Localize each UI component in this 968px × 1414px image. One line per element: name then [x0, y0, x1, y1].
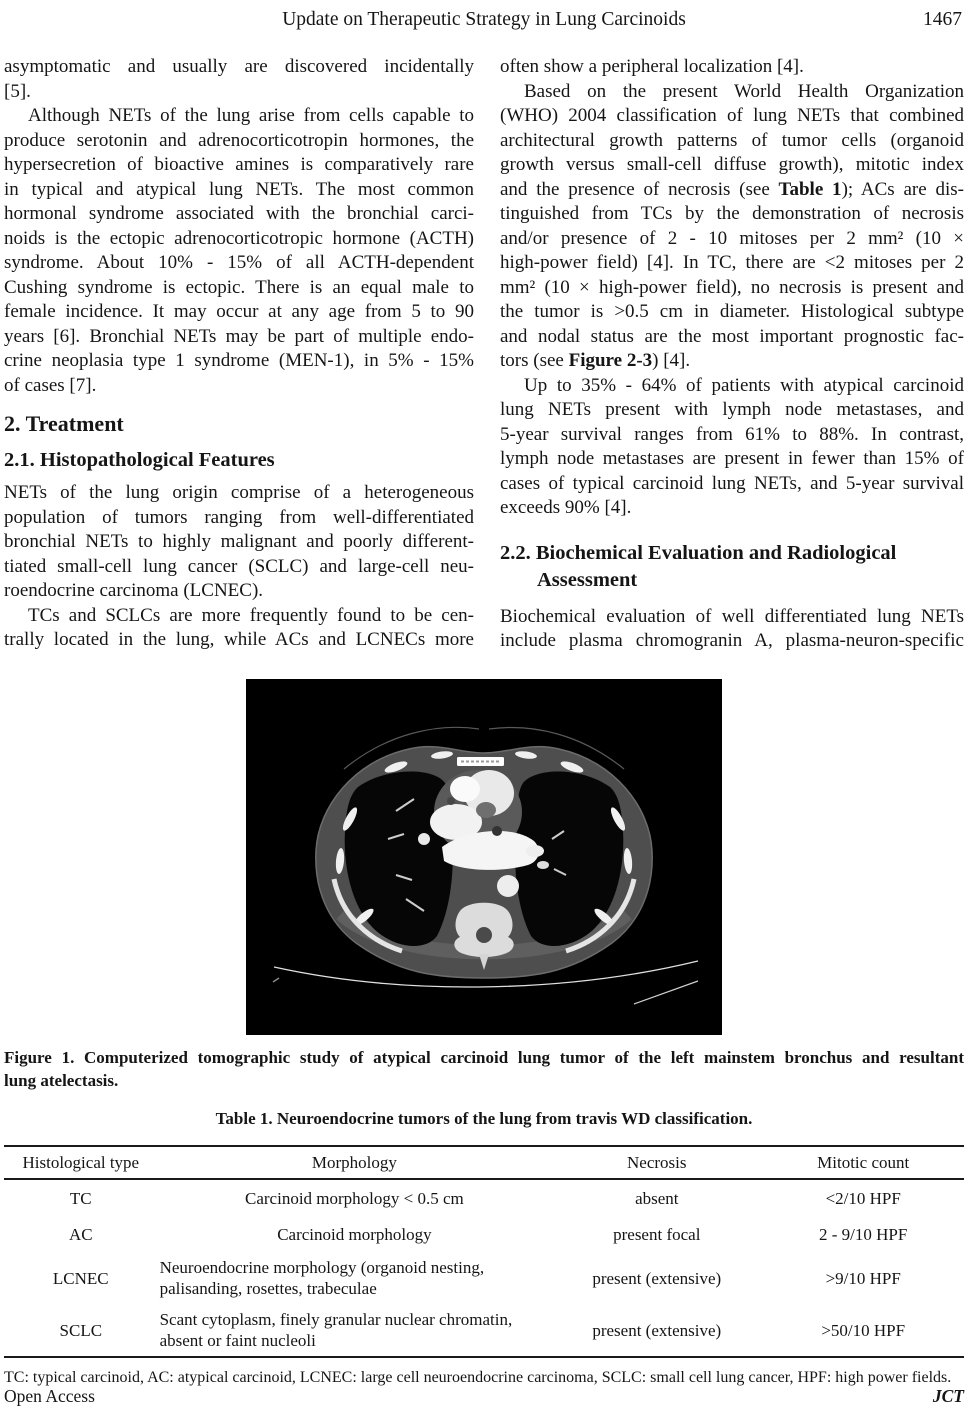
cell-type: AC	[68, 1224, 93, 1244]
figure-1-caption: Figure 1. Computerized tomographic study of atypical carcinoid lung tumor of the left mainstem bronchus and resultant lung atelectasis.	[4, 1048, 964, 1090]
morphology-line-2: absent or faint nucleoli	[159, 1331, 316, 1350]
cell-type: SCLC	[59, 1320, 103, 1340]
col-header-morphology: Morphology	[311, 1153, 397, 1172]
cell-morphology	[158, 1304, 552, 1357]
page-number: 1467	[923, 9, 962, 30]
cell-morphology	[158, 1252, 552, 1304]
subsection-heading-biochemical	[500, 540, 964, 594]
heading-line-1: 2.2. Biochemical Evaluation and Radiological	[500, 541, 897, 564]
journal-abbreviation: JCT	[932, 1386, 964, 1406]
vessel-dark-spot	[447, 797, 455, 805]
right-paragraphs-bottom: Biochemical evaluation of well differentiated lung NETs include plasma chromogranin A, plasma-neuron-specific	[500, 605, 964, 651]
bronchus-lumen	[492, 826, 502, 836]
table-1-caption: Table 1. Neuroendocrine tumors of the lung from travis WD classification.	[215, 1109, 753, 1128]
cell-mitotic: 2 - 9/10 HPF	[819, 1224, 908, 1244]
table-row-tc	[4, 1179, 964, 1216]
cell-necrosis: present focal	[613, 1224, 701, 1244]
heading-line-2: Assessment	[537, 568, 638, 591]
left-hilum-vessel	[537, 861, 549, 869]
cell-mitotic: >9/10 HPF	[825, 1268, 901, 1288]
morphology-line-1: Scant cytoplasm, finely granular nuclear chromatin,	[159, 1310, 513, 1329]
col-header-mitotic-count: Mitotic count	[817, 1153, 910, 1172]
cell-necrosis: present (extensive)	[592, 1268, 722, 1288]
ascending-aorta	[450, 776, 480, 802]
cell-type: TC	[69, 1188, 92, 1208]
col-header-histological-type: Histological type	[22, 1153, 140, 1172]
left-paragraphs-bottom: NETs of the lung origin comprise of a heterogeneous population of tumors ranging from well-differentiated bronchial NETs to highly malignant and poorly different- tiated small-cell lung cancer (SCLC) and large-cell neu- roendocrine carcinoma (LCNEC). TCs and SCLCs are more frequently found to be cen- trally located in the lung, while ACs and LCNECs more	[4, 482, 474, 650]
left-hilum	[526, 845, 544, 857]
cell-type: LCNEC	[52, 1268, 109, 1288]
ct-axial-image	[246, 679, 722, 1035]
cell-necrosis: present (extensive)	[592, 1320, 722, 1340]
right-hilum	[418, 833, 430, 845]
section-heading-treatment: 2. Treatment	[4, 411, 124, 436]
table-row-lcnec	[4, 1252, 964, 1304]
cell-mitotic: >50/10 HPF	[821, 1320, 906, 1340]
open-access-label: Open Access	[4, 1386, 95, 1406]
table-1-footnote: TC: typical carcinoid, AC: atypical carcinoid, LCNEC: large cell neuroendocrine carcinoma, SCLC: small cell lung cancer, HPF: high power fields.	[4, 1369, 952, 1386]
right-column	[500, 55, 964, 654]
classification-table	[4, 1145, 964, 1358]
morphology-line-2: palisanding, rosettes, trabeculae	[159, 1279, 377, 1298]
cell-morphology: Carcinoid morphology < 0.5 cm	[245, 1188, 464, 1208]
table-row-ac	[4, 1216, 964, 1252]
page-header	[4, 7, 964, 33]
descending-aorta	[497, 875, 519, 897]
left-paragraphs-top: asymptomatic and usually are discovered incidentally [5]. Although NETs of the lung arise from cells capable to produce serotonin and adrenocorticotropin hormones, the hypersecretion of bioactive amines is comparatively rare in typical and atypical lung NETs. The most common hormonal syndrome associated with the bronchial carci- noids is the ectopic adrenocorticotropic hormone (ACTH) syndrome. About 10% - 15% of all ACTH-dependent Cushing syndrome is ectopic. There is an equal male to female incidence. It may occur at any age from 5 to 90 years [6]. Bronchial NETs may be part of multiple endo- crine neoplasia type 1 syndrome (MEN-1), in 5% - 15% of cases [7].	[4, 56, 474, 396]
table-1-block	[4, 1108, 964, 1388]
table-row-sclc	[4, 1304, 964, 1357]
subsection-heading-histopathological: 2.1. Histopathological Features	[4, 449, 275, 471]
page-footer	[4, 1386, 964, 1407]
cell-morphology: Carcinoid morphology	[277, 1224, 432, 1244]
cell-mitotic: <2/10 HPF	[825, 1188, 901, 1208]
col-header-necrosis: Necrosis	[627, 1153, 687, 1172]
cell-necrosis: absent	[635, 1188, 679, 1208]
two-column-body	[4, 55, 964, 654]
morphology-line-1: Neuroendocrine morphology (organoid nesting,	[159, 1258, 485, 1277]
right-paragraphs-top: often show a peripheral localization [4]. Based on the present World Health Organization (WHO) 2004 classification of lung NETs that combined architectural growth patterns of tumor cells (organoid growth versus small-cell diffuse growth), mitotic index and the presence of necrosis (see Table 1); ACs are dis- tinguished from TCs by the demonstration of necrosis and/or presence of 2 - 10 mitoses per 2 mm² (10 × high-power field) [4]. In TC, there are <2 mitoses per 2 mm² (10 × high-power field), no necrosis is present and the tumor is >0.5 cm in diameter. Histological subtype and nodal status are the most important prognostic fac- tors (see Figure 2-3) [4]. Up to 35% - 64% of patients with atypical carcinoid lung NETs present with lymph node metastases, and 5-year survival ranges from 61% to 88%. In contrast, lymph node metastases are present in fewer than 15% of cases of typical carcinoid lung NETs, and 5-year survival exceeds 90% [4].	[500, 56, 964, 518]
table-header-row	[4, 1146, 964, 1179]
vessel-gap	[476, 802, 496, 818]
figure-1-ct-scan	[246, 679, 722, 1035]
running-title: Update on Therapeutic Strategy in Lung Carcinoids	[282, 9, 686, 30]
left-column	[4, 55, 474, 654]
spinal-canal	[476, 927, 492, 943]
